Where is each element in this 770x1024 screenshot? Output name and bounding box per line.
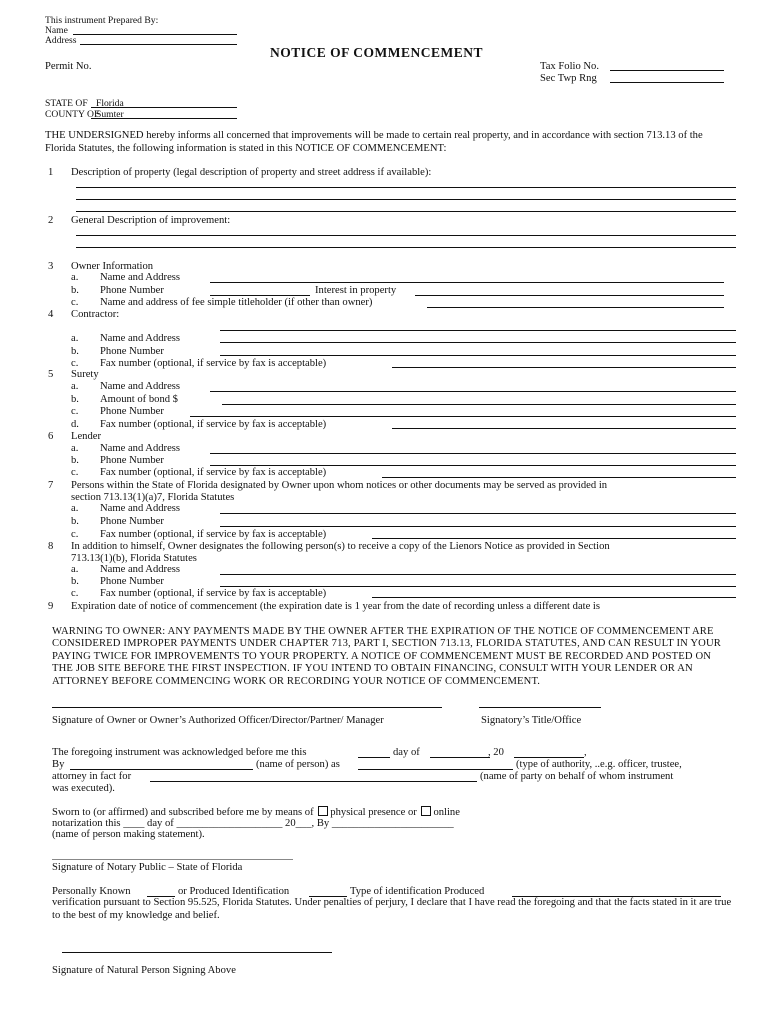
contractor-phone-label: Phone Number <box>100 346 164 357</box>
notary-signature-line[interactable] <box>52 859 293 860</box>
surety-name-address-field[interactable] <box>210 391 736 392</box>
item-4-a-letter: a. <box>71 333 79 344</box>
item-4-label: Contractor: <box>71 309 120 320</box>
item-6-number: 6 <box>48 431 54 442</box>
ack-attorney-label: attorney in fact for <box>52 771 132 782</box>
sworn-line-2[interactable]: notarization this ____ day of ____________________ 20___, By _______________________ <box>52 818 454 829</box>
sworn-line-3: (name of person making statement). <box>52 829 205 840</box>
physical-presence-label: physical presence or <box>330 807 417 818</box>
physical-presence-checkbox[interactable] <box>318 806 328 816</box>
interest-label: Interest in property <box>315 285 397 296</box>
item-6-c-letter: c. <box>71 467 79 478</box>
verification-paragraph: verification pursuant to Section 95.525, Florida Statutes. Under penalties of perjury, I declare that I have read the foregoing and that the facts stated in it are true to the best of my knowledge and belief. <box>52 897 732 921</box>
tax-folio-label: Tax Folio No. <box>540 61 599 72</box>
ack-executed: was executed). <box>52 783 115 794</box>
item-5-a-letter: a. <box>71 381 79 392</box>
item-8-number: 8 <box>48 541 54 552</box>
contractor-fax-field[interactable] <box>392 367 736 368</box>
owner-phone-label: Phone Number <box>100 285 164 296</box>
lienor-name-address-field[interactable] <box>220 574 736 575</box>
county-value: Sumter <box>96 109 124 120</box>
item-8-label: In addition to himself, Owner designates the following person(s) to receive a copy of the Lienors Notice as provided in Section <box>71 541 610 552</box>
item-3-label: Owner Information <box>71 261 154 272</box>
permit-label: Permit No. <box>45 61 92 72</box>
owner-phone-field[interactable] <box>210 295 310 296</box>
item-2-number: 2 <box>48 215 54 226</box>
interest-field[interactable] <box>415 295 724 296</box>
sworn-intro-text: Sworn to (or affirmed) and subscribed before me by means of <box>52 807 314 818</box>
ack-person-label: (name of person) as <box>256 759 340 770</box>
lienor-name-address-label: Name and Address <box>100 564 181 575</box>
state-value: Florida <box>96 98 124 109</box>
prepared-by-label: This instrument Prepared By: <box>45 15 159 26</box>
designee-phone-label: Phone Number <box>100 516 164 527</box>
surety-fax-field[interactable] <box>392 428 736 429</box>
property-description-line-2[interactable] <box>76 199 736 200</box>
name-field[interactable] <box>73 34 237 35</box>
document-title: NOTICE OF COMMENCEMENT <box>270 45 483 60</box>
personally-known-label: Personally Known <box>52 886 131 897</box>
item-2-label: General Description of improvement: <box>71 215 231 226</box>
contractor-name-address-label: Name and Address <box>100 333 181 344</box>
bond-field[interactable] <box>222 404 736 405</box>
fee-simple-label: Name and address of fee simple titleholder (if other than owner) <box>100 297 373 308</box>
item-4-number: 4 <box>48 309 54 320</box>
produced-id-label: or Produced Identification <box>178 886 290 897</box>
item-5-b-letter: b. <box>71 394 79 405</box>
natural-person-signature-label: Signature of Natural Person Signing Above <box>52 965 236 976</box>
designee-name-address-label: Name and Address <box>100 503 181 514</box>
name-label: Name <box>45 25 68 36</box>
sec-twp-field[interactable] <box>610 82 724 83</box>
owner-name-address-field[interactable] <box>210 282 724 283</box>
ack-by: By <box>52 759 65 770</box>
sec-twp-label: Sec Twp Rng <box>540 73 597 84</box>
item-3-a-letter: a. <box>71 272 79 283</box>
ack-twenty: , 20 <box>488 747 504 758</box>
item-7-number: 7 <box>48 480 54 491</box>
contractor-fax-label: Fax number (optional, if service by fax is acceptable) <box>100 358 327 369</box>
surety-phone-field[interactable] <box>190 416 736 417</box>
notary-signature-label: Signature of Notary Public – State of Florida <box>52 862 243 873</box>
ack-day-field[interactable] <box>358 757 390 758</box>
item-7-label-continued: section 713.13(1)(a)7, Florida Statutes <box>71 492 235 503</box>
item-6-b-letter: b. <box>71 455 79 466</box>
item-8-a-letter: a. <box>71 564 79 575</box>
signatory-title-line[interactable] <box>479 707 601 708</box>
designee-name-address-field[interactable] <box>220 513 736 514</box>
item-3-number: 3 <box>48 261 54 272</box>
online-checkbox[interactable] <box>421 806 431 816</box>
intro-paragraph: THE UNDERSIGNED hereby informs all concerned that improvements will be made to certain real property, and in accordance with section 713.13 of the Florida Statutes, the following information is stated in this NOTICE OF COMMENCEMENT: <box>45 130 703 154</box>
surety-name-address-label: Name and Address <box>100 381 181 392</box>
signatory-title-label: Signatory’s Title/Office <box>481 715 582 726</box>
ack-party-field[interactable] <box>150 781 477 782</box>
property-description-line-1[interactable] <box>76 187 736 188</box>
county-line <box>91 118 237 119</box>
online-label: online <box>433 807 460 818</box>
item-4-c-letter: c. <box>71 358 79 369</box>
owner-signature-line[interactable] <box>52 707 442 708</box>
lender-phone-label: Phone Number <box>100 455 164 466</box>
ack-year-field[interactable] <box>514 757 584 758</box>
item-5-number: 5 <box>48 369 54 380</box>
designee-phone-field[interactable] <box>220 526 736 527</box>
improvement-description-line-2[interactable] <box>76 247 736 248</box>
item-7-a-letter: a. <box>71 503 79 514</box>
item-8-b-letter: b. <box>71 576 79 587</box>
item-4-b-letter: b. <box>71 346 79 357</box>
property-description-line-3[interactable] <box>76 211 736 212</box>
item-5-label: Surety <box>71 369 99 380</box>
ack-authority-field[interactable] <box>358 769 513 770</box>
item-3-b-letter: b. <box>71 285 79 296</box>
lienor-fax-field[interactable] <box>372 597 736 598</box>
address-field[interactable] <box>80 44 237 45</box>
id-type-label: Type of identification Produced <box>350 886 485 897</box>
bond-label: Amount of bond $ <box>100 394 178 405</box>
ack-line-1-start: The foregoing instrument was acknowledged before me this <box>52 747 307 758</box>
natural-person-signature-line[interactable] <box>62 952 332 953</box>
ack-comma: , <box>584 747 587 758</box>
designee-fax-field[interactable] <box>372 538 736 539</box>
lender-phone-field[interactable] <box>210 465 736 466</box>
contractor-phone-field[interactable] <box>220 355 736 356</box>
address-label: Address <box>45 35 77 46</box>
lender-fax-label: Fax number (optional, if service by fax is acceptable) <box>100 467 327 478</box>
item-5-d-letter: d. <box>71 419 79 430</box>
contractor-name-address-field[interactable] <box>220 342 736 343</box>
fee-simple-field[interactable] <box>427 307 724 308</box>
state-line <box>91 107 237 108</box>
lender-fax-field[interactable] <box>382 477 736 478</box>
owner-signature-label: Signature of Owner or Owner’s Authorized Officer/Director/Partner/ Manager <box>52 715 384 726</box>
lender-name-address-label: Name and Address <box>100 443 181 454</box>
ack-month-field[interactable] <box>430 757 490 758</box>
lienor-phone-label: Phone Number <box>100 576 164 587</box>
item-7-label: Persons within the State of Florida designated by Owner upon whom notices or other documents may be served as provided in <box>71 480 608 491</box>
item-1-number: 1 <box>48 167 54 178</box>
item-6-label: Lender <box>71 431 101 442</box>
item-8-label-continued: 713.13(1)(b), Florida Statutes <box>71 553 197 564</box>
owner-name-address-label: Name and Address <box>100 272 181 283</box>
ack-party-label: (name of party on behalf of whom instrument <box>480 771 674 782</box>
surety-phone-label: Phone Number <box>100 406 164 417</box>
surety-fax-label: Fax number (optional, if service by fax is acceptable) <box>100 419 327 430</box>
warning-to-owner: WARNING TO OWNER: ANY PAYMENTS MADE BY THE OWNER AFTER THE EXPIRATION OF THE NOTICE OF COMMENCEMENT ARE CONSIDERED IMPROPER PAYMENTS UNDER CHAPTER 713, PART I, SECTION 713.13, FLORIDA STATUTES, AND CAN RESULT IN YOUR PAYING TWICE FOR IMPROVEMENTS TO YOUR PROPERTY. A NOTICE OF COMMENCEMENT MUST BE RECORDED AND POSTED ON THE JOB SITE BEFORE THE FIRST INSPECTION. IF YOU INTEND TO OBTAIN FINANCING, CONSULT WITH YOUR LENDER OR AN ATTORNEY BEFORE COMMENCING WORK OR RECORDING YOUR NOTICE OF COMMENCEMENT. <box>52 626 721 687</box>
item-7-c-letter: c. <box>71 529 79 540</box>
lienor-phone-field[interactable] <box>220 586 736 587</box>
county-label: COUNTY OF <box>45 109 100 120</box>
item-9-number: 9 <box>48 601 54 612</box>
lienor-fax-label: Fax number (optional, if service by fax is acceptable) <box>100 588 327 599</box>
item-3-c-letter: c. <box>71 297 79 308</box>
item-6-a-letter: a. <box>71 443 79 454</box>
item-9-label: Expiration date of notice of commencement (the expiration date is 1 year from the date of recording unless a different date is <box>71 601 600 612</box>
ack-day-of: day of <box>393 747 420 758</box>
improvement-description-line-1[interactable] <box>76 235 736 236</box>
item-1-label: Description of property (legal description of property and street address if available): <box>71 167 432 178</box>
item-8-c-letter: c. <box>71 588 79 599</box>
designee-fax-label: Fax number (optional, if service by fax is acceptable) <box>100 529 327 540</box>
item-5-c-letter: c. <box>71 406 79 417</box>
tax-folio-field[interactable] <box>610 70 724 71</box>
ack-person-field[interactable] <box>70 769 253 770</box>
contractor-line[interactable] <box>220 330 736 331</box>
lender-name-address-field[interactable] <box>210 453 736 454</box>
ack-authority-label: (type of authority, ..e.g. officer, trustee, <box>516 759 682 770</box>
state-label: STATE OF <box>45 98 88 109</box>
item-7-b-letter: b. <box>71 516 79 527</box>
